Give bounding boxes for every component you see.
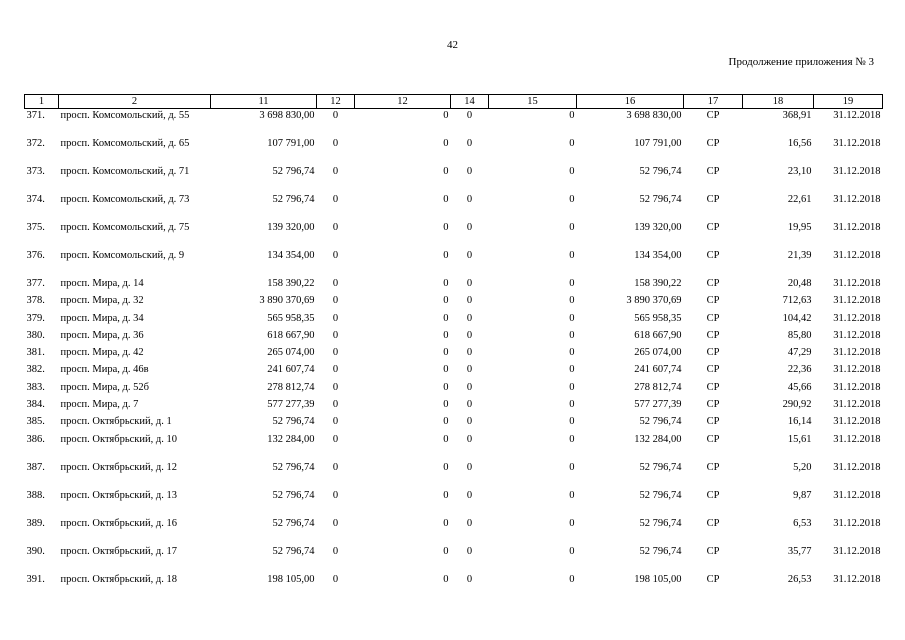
- col-12b-value: 0: [443, 517, 449, 529]
- table-row: [25, 139, 883, 167]
- header-cell: 16: [577, 95, 684, 109]
- col-17-value: СР: [706, 545, 720, 557]
- col-17-value: СР: [706, 110, 720, 121]
- row-number: 371.: [26, 110, 45, 121]
- header-cell: 18: [743, 95, 814, 109]
- row-number: 382.: [26, 364, 45, 376]
- row-number: 379.: [26, 312, 45, 324]
- col-12b-value: 0: [443, 364, 449, 376]
- col-19-value: 31.12.2018: [833, 573, 881, 585]
- col-16-value: 265 074,00: [634, 347, 682, 359]
- appendix-table: [24, 94, 883, 603]
- col-15-value: 0: [569, 295, 575, 307]
- row-number: 372.: [26, 138, 45, 149]
- col-17-value: СР: [706, 573, 720, 585]
- col-12a-value: 0: [332, 433, 339, 445]
- col-15-value: 0: [569, 194, 575, 205]
- col-15-value: 0: [569, 489, 575, 501]
- col-15-value: 0: [569, 545, 575, 557]
- col-18-value: 47,29: [787, 347, 812, 359]
- row-address: просп. Мира, д. 36: [60, 329, 144, 341]
- col-12b-value: 0: [443, 166, 449, 177]
- col-12b-value: 0: [443, 312, 449, 324]
- col-18-value: 104,42: [782, 312, 812, 324]
- col-16-value: 134 354,00: [634, 250, 682, 261]
- col-19-value: 31.12.2018: [833, 278, 881, 289]
- col-12b-value: 0: [443, 461, 449, 473]
- col-16-value: 139 320,00: [634, 222, 682, 233]
- col-14-value: 0: [466, 545, 473, 557]
- row-number: 387.: [26, 461, 45, 473]
- col-11-value: 107 791,00: [267, 138, 315, 149]
- col-19-value: 31.12.2018: [833, 489, 881, 501]
- table-row: [25, 463, 883, 491]
- col-16-value: 577 277,39: [634, 399, 682, 411]
- col-12b-value: 0: [443, 347, 449, 359]
- col-12a-value: 0: [332, 166, 339, 177]
- col-19-value: 31.12.2018: [833, 433, 881, 445]
- col-17-value: СР: [706, 461, 720, 473]
- col-16-value: 3 698 830,00: [626, 110, 682, 121]
- col-15-value: 0: [569, 517, 575, 529]
- row-number: 389.: [26, 517, 45, 529]
- header-cell: 2: [59, 95, 211, 109]
- table-row: [25, 331, 883, 348]
- col-12a-value: 0: [332, 110, 339, 121]
- col-19-value: 31.12.2018: [833, 381, 881, 393]
- col-15-value: 0: [569, 278, 575, 289]
- header-cell: 11: [211, 95, 317, 109]
- row-address: просп. Мира, д. 32: [60, 295, 144, 307]
- header-cell: 15: [489, 95, 577, 109]
- col-18-value: 15,61: [787, 433, 812, 445]
- col-18-value: 712,63: [782, 295, 812, 307]
- col-12b-value: 0: [443, 250, 449, 261]
- continuation-caption: Продолжение приложения № 3: [728, 56, 874, 68]
- row-address: просп. Комсомольский, д. 75: [60, 222, 190, 233]
- col-18-value: 45,66: [787, 381, 812, 393]
- col-19-value: 31.12.2018: [833, 222, 881, 233]
- col-11-value: 52 796,74: [272, 416, 315, 428]
- header-cell: 12: [355, 95, 451, 109]
- col-18-value: 22,36: [787, 364, 812, 376]
- col-11-value: 52 796,74: [272, 545, 315, 557]
- col-18-value: 368,91: [782, 110, 812, 121]
- col-18-value: 22,61: [787, 194, 812, 205]
- col-14-value: 0: [466, 194, 473, 205]
- col-19-value: 31.12.2018: [833, 517, 881, 529]
- col-18-value: 16,56: [787, 138, 812, 149]
- col-16-value: 241 607,74: [634, 364, 682, 376]
- col-11-value: 198 105,00: [267, 573, 315, 585]
- row-number: 386.: [26, 433, 45, 445]
- col-15-value: 0: [569, 222, 575, 233]
- col-15-value: 0: [569, 347, 575, 359]
- col-12a-value: 0: [332, 329, 339, 341]
- col-19-value: 31.12.2018: [833, 312, 881, 324]
- col-11-value: 265 074,00: [267, 347, 315, 359]
- col-12b-value: 0: [443, 399, 449, 411]
- col-12b-value: 0: [443, 545, 449, 557]
- col-14-value: 0: [466, 312, 473, 324]
- col-14-value: 0: [466, 329, 473, 341]
- table-row: [25, 547, 883, 575]
- col-19-value: 31.12.2018: [833, 399, 881, 411]
- table-row: [25, 400, 883, 417]
- col-15-value: 0: [569, 166, 575, 177]
- col-12b-value: 0: [443, 433, 449, 445]
- row-number: 375.: [26, 222, 45, 233]
- col-17-value: СР: [706, 222, 720, 233]
- col-18-value: 290,92: [782, 399, 812, 411]
- row-address: просп. Октябрьский, д. 13: [60, 489, 177, 501]
- col-11-value: 52 796,74: [272, 166, 315, 177]
- col-14-value: 0: [466, 222, 473, 233]
- col-16-value: 278 812,74: [634, 381, 682, 393]
- col-14-value: 0: [466, 364, 473, 376]
- header-row: [25, 95, 883, 109]
- col-12b-value: 0: [443, 222, 449, 233]
- col-17-value: СР: [706, 194, 720, 205]
- col-14-value: 0: [466, 416, 473, 428]
- col-12a-value: 0: [332, 312, 339, 324]
- col-12a-value: 0: [332, 222, 339, 233]
- col-17-value: СР: [706, 278, 720, 289]
- col-14-value: 0: [466, 573, 473, 585]
- col-15-value: 0: [569, 250, 575, 261]
- col-12b-value: 0: [443, 329, 449, 341]
- col-11-value: 52 796,74: [272, 194, 315, 205]
- row-address: просп. Октябрьский, д. 1: [60, 416, 172, 428]
- col-15-value: 0: [569, 381, 575, 393]
- col-17-value: СР: [706, 138, 720, 149]
- col-18-value: 35,77: [787, 545, 812, 557]
- row-number: 384.: [26, 399, 45, 411]
- row-number: 373.: [26, 166, 45, 177]
- col-15-value: 0: [569, 364, 575, 376]
- table-row: [25, 223, 883, 251]
- col-15-value: 0: [569, 110, 575, 121]
- col-19-value: 31.12.2018: [833, 364, 881, 376]
- table-row: [25, 365, 883, 382]
- col-12a-value: 0: [332, 278, 339, 289]
- col-15-value: 0: [569, 416, 575, 428]
- col-12a-value: 0: [332, 250, 339, 261]
- col-12a-value: 0: [332, 517, 339, 529]
- col-16-value: 132 284,00: [634, 433, 682, 445]
- col-18-value: 9,87: [793, 489, 812, 501]
- table-row: [25, 435, 883, 463]
- col-12a-value: 0: [332, 399, 339, 411]
- row-address: просп. Октябрьский, д. 17: [60, 545, 177, 557]
- col-19-value: 31.12.2018: [833, 347, 881, 359]
- col-12b-value: 0: [443, 194, 449, 205]
- row-number: 376.: [26, 250, 45, 261]
- col-12a-value: 0: [332, 573, 339, 585]
- table-row: [25, 251, 883, 279]
- col-11-value: 132 284,00: [267, 433, 315, 445]
- col-14-value: 0: [466, 461, 473, 473]
- col-16-value: 52 796,74: [639, 545, 682, 557]
- col-17-value: СР: [706, 312, 720, 324]
- table-row: [25, 195, 883, 223]
- col-12a-value: 0: [332, 545, 339, 557]
- col-17-value: СР: [706, 250, 720, 261]
- table-row: [25, 109, 883, 140]
- row-address: просп. Октябрьский, д. 12: [60, 461, 177, 473]
- col-16-value: 52 796,74: [639, 461, 682, 473]
- col-14-value: 0: [466, 110, 473, 121]
- col-19-value: 31.12.2018: [833, 110, 881, 121]
- col-11-value: 52 796,74: [272, 517, 315, 529]
- col-12b-value: 0: [443, 138, 449, 149]
- col-16-value: 52 796,74: [639, 517, 682, 529]
- col-11-value: 52 796,74: [272, 489, 315, 501]
- col-16-value: 158 390,22: [634, 278, 682, 289]
- col-11-value: 3 698 830,00: [259, 110, 315, 121]
- table-row: [25, 491, 883, 519]
- col-12b-value: 0: [443, 416, 449, 428]
- col-15-value: 0: [569, 312, 575, 324]
- col-12a-value: 0: [332, 461, 339, 473]
- col-12a-value: 0: [332, 489, 339, 501]
- col-12b-value: 0: [443, 278, 449, 289]
- row-address: просп. Комсомольский, д. 71: [60, 166, 190, 177]
- row-number: 374.: [26, 194, 45, 205]
- col-18-value: 20,48: [787, 278, 812, 289]
- col-19-value: 31.12.2018: [833, 329, 881, 341]
- row-number: 391.: [26, 573, 45, 585]
- col-12a-value: 0: [332, 194, 339, 205]
- col-17-value: СР: [706, 433, 720, 445]
- col-15-value: 0: [569, 573, 575, 585]
- col-11-value: 134 354,00: [267, 250, 315, 261]
- header-cell: 17: [684, 95, 743, 109]
- col-19-value: 31.12.2018: [833, 138, 881, 149]
- col-12a-value: 0: [332, 364, 339, 376]
- col-19-value: 31.12.2018: [833, 166, 881, 177]
- col-17-value: СР: [706, 489, 720, 501]
- table-row: [25, 167, 883, 195]
- col-12b-value: 0: [443, 295, 449, 307]
- col-19-value: 31.12.2018: [833, 461, 881, 473]
- row-address: просп. Комсомольский, д. 9: [60, 250, 185, 261]
- col-12b-value: 0: [443, 573, 449, 585]
- col-18-value: 6,53: [793, 517, 812, 529]
- col-16-value: 198 105,00: [634, 573, 682, 585]
- col-17-value: СР: [706, 329, 720, 341]
- col-18-value: 85,80: [787, 329, 812, 341]
- row-address: просп. Мира, д. 52б: [60, 381, 149, 393]
- row-address: просп. Мира, д. 14: [60, 278, 144, 289]
- col-12b-value: 0: [443, 110, 449, 121]
- col-17-value: СР: [706, 381, 720, 393]
- col-12a-value: 0: [332, 138, 339, 149]
- col-15-value: 0: [569, 329, 575, 341]
- row-number: 383.: [26, 381, 45, 393]
- col-18-value: 19,95: [787, 222, 812, 233]
- row-address: просп. Октябрьский, д. 18: [60, 573, 177, 585]
- col-17-value: СР: [706, 364, 720, 376]
- table-row: [25, 279, 883, 296]
- row-address: просп. Мира, д. 46в: [60, 364, 149, 376]
- col-14-value: 0: [466, 166, 473, 177]
- row-number: 378.: [26, 295, 45, 307]
- row-number: 377.: [26, 278, 45, 289]
- col-19-value: 31.12.2018: [833, 545, 881, 557]
- col-11-value: 618 667,90: [267, 329, 315, 341]
- col-11-value: 158 390,22: [267, 278, 315, 289]
- col-18-value: 21,39: [787, 250, 812, 261]
- col-16-value: 565 958,35: [634, 312, 682, 324]
- col-17-value: СР: [706, 517, 720, 529]
- col-14-value: 0: [466, 517, 473, 529]
- col-18-value: 5,20: [793, 461, 812, 473]
- row-number: 390.: [26, 545, 45, 557]
- header-cell: 12: [317, 95, 355, 109]
- row-address: просп. Мира, д. 7: [60, 399, 139, 411]
- col-14-value: 0: [466, 138, 473, 149]
- col-12a-value: 0: [332, 347, 339, 359]
- col-18-value: 26,53: [787, 573, 812, 585]
- col-17-value: СР: [706, 416, 720, 428]
- col-11-value: 565 958,35: [267, 312, 315, 324]
- col-14-value: 0: [466, 278, 473, 289]
- table-row: [25, 383, 883, 400]
- table-row: [25, 314, 883, 331]
- header-cell: 19: [814, 95, 883, 109]
- col-16-value: 52 796,74: [639, 416, 682, 428]
- col-11-value: 241 607,74: [267, 364, 315, 376]
- row-number: 385.: [26, 416, 45, 428]
- row-address: просп. Комсомольский, д. 73: [60, 194, 190, 205]
- col-16-value: 618 667,90: [634, 329, 682, 341]
- col-19-value: 31.12.2018: [833, 416, 881, 428]
- col-11-value: 278 812,74: [267, 381, 315, 393]
- col-12a-value: 0: [332, 295, 339, 307]
- col-16-value: 52 796,74: [639, 489, 682, 501]
- col-15-value: 0: [569, 138, 575, 149]
- page-number: 42: [447, 39, 458, 51]
- col-14-value: 0: [466, 433, 473, 445]
- col-11-value: 52 796,74: [272, 461, 315, 473]
- col-15-value: 0: [569, 399, 575, 411]
- col-17-value: СР: [706, 295, 720, 307]
- table-row: [25, 519, 883, 547]
- row-address: просп. Комсомольский, д. 65: [60, 138, 190, 149]
- row-address: просп. Октябрьский, д. 10: [60, 433, 177, 445]
- table-row: [25, 296, 883, 313]
- col-11-value: 139 320,00: [267, 222, 315, 233]
- col-14-value: 0: [466, 489, 473, 501]
- header-cell: 1: [25, 95, 59, 109]
- header-cell: 14: [451, 95, 489, 109]
- col-16-value: 52 796,74: [639, 166, 682, 177]
- col-18-value: 23,10: [787, 166, 812, 177]
- row-address: просп. Мира, д. 34: [60, 312, 144, 324]
- col-19-value: 31.12.2018: [833, 295, 881, 307]
- table-body: [25, 109, 883, 603]
- col-12b-value: 0: [443, 381, 449, 393]
- col-19-value: 31.12.2018: [833, 194, 881, 205]
- col-15-value: 0: [569, 433, 575, 445]
- col-12a-value: 0: [332, 381, 339, 393]
- col-14-value: 0: [466, 347, 473, 359]
- row-number: 388.: [26, 489, 45, 501]
- col-18-value: 16,14: [787, 416, 812, 428]
- col-15-value: 0: [569, 461, 575, 473]
- col-12b-value: 0: [443, 489, 449, 501]
- col-11-value: 577 277,39: [267, 399, 315, 411]
- row-number: 380.: [26, 329, 45, 341]
- col-17-value: СР: [706, 166, 720, 177]
- row-address: просп. Комсомольский, д. 55: [60, 110, 190, 121]
- col-16-value: 52 796,74: [639, 194, 682, 205]
- table-row: [25, 575, 883, 603]
- col-16-value: 3 890 370,69: [626, 295, 682, 307]
- col-11-value: 3 890 370,69: [259, 295, 315, 307]
- col-14-value: 0: [466, 399, 473, 411]
- col-17-value: СР: [706, 347, 720, 359]
- col-12a-value: 0: [332, 416, 339, 428]
- row-address: просп. Октябрьский, д. 16: [60, 517, 177, 529]
- col-14-value: 0: [466, 295, 473, 307]
- table-row: [25, 348, 883, 365]
- row-address: просп. Мира, д. 42: [60, 347, 144, 359]
- col-19-value: 31.12.2018: [833, 250, 881, 261]
- table-row: [25, 417, 883, 434]
- col-14-value: 0: [466, 250, 473, 261]
- col-16-value: 107 791,00: [634, 138, 682, 149]
- row-number: 381.: [26, 347, 45, 359]
- col-14-value: 0: [466, 381, 473, 393]
- col-17-value: СР: [706, 399, 720, 411]
